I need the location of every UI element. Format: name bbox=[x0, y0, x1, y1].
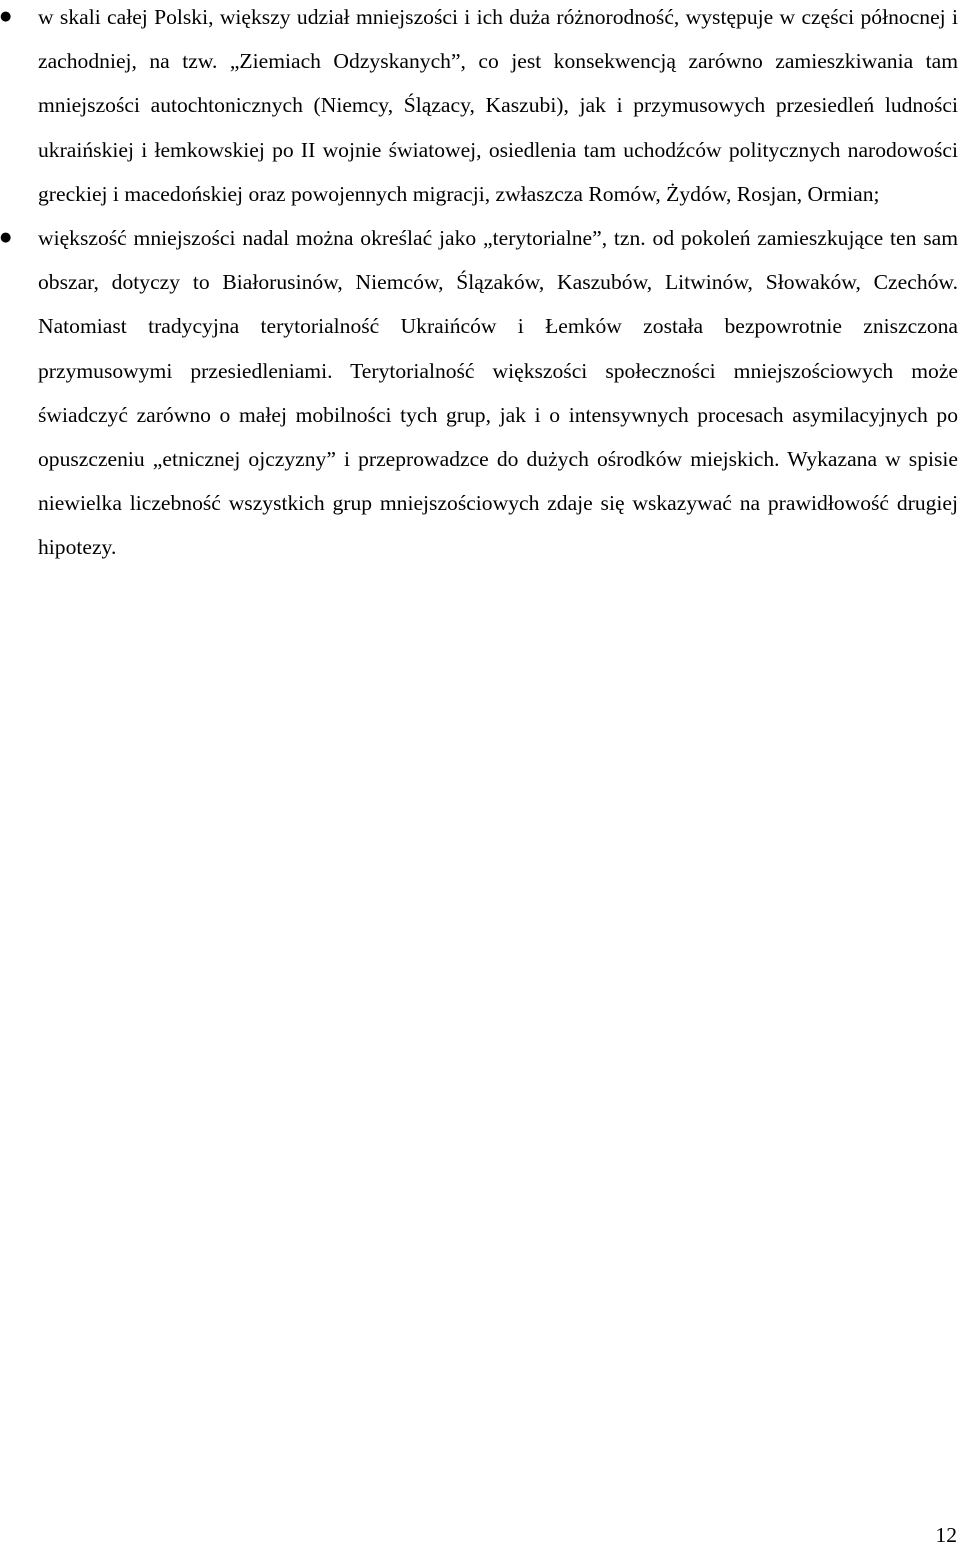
bullet-list bbox=[0, 0, 960, 570]
bullet-icon: ● bbox=[0, 230, 12, 246]
list-item bbox=[0, 0, 960, 216]
list-item-text: w skali całej Polski, większy udział mniejszości i ich duża różnorodność, występuje w części północnej i zachodniej, na tzw. „Ziemiach Odzyskanych”, co jest konsekwencją zarówno zamieszkiwania tam mniejszości autochtonicznych (Niemcy, Ślązacy, Kaszubi), jak i przymusowych przesiedleń ludności ukraińskiej i łemkowskiej po II wojnie światowej, osiedlenia tam uchodźców politycznych narodowości greckiej i macedońskiej oraz powojennych migracji, zwłaszcza Romów, Żydów, Rosjan, Ormian; bbox=[38, 5, 958, 206]
bullet-icon: ● bbox=[0, 9, 12, 24]
page-number: 12 bbox=[935, 1523, 957, 1547]
list-item bbox=[0, 216, 960, 570]
list-item-text: większość mniejszości nadal można określać jako „terytorialne”, tzn. od pokoleń zamieszkujące ten sam obszar, dotyczy to Białorusinów, Niemców, Ślązaków, Kaszubów, Litwinów, Słowaków, Czechów. Natomiast tradycyjna terytorialność Ukraińców i Łemków została bezpowrotnie zniszczona przymusowymi przesiedleniami. Terytorialność większości społeczności mniejszościowych może świadczyć zarówno o małej mobilności tych grup, jak i o intensywnych procesach asymilacyjnych po opuszczeniu „etnicznej ojczyzny” i przeprowadzce do dużych ośrodków miejskich. Wykazana w spisie niewielka liczebność wszystkich grup mniejszościowych zdaje się wskazywać na prawidłowość drugiej hipotezy. bbox=[38, 226, 958, 560]
